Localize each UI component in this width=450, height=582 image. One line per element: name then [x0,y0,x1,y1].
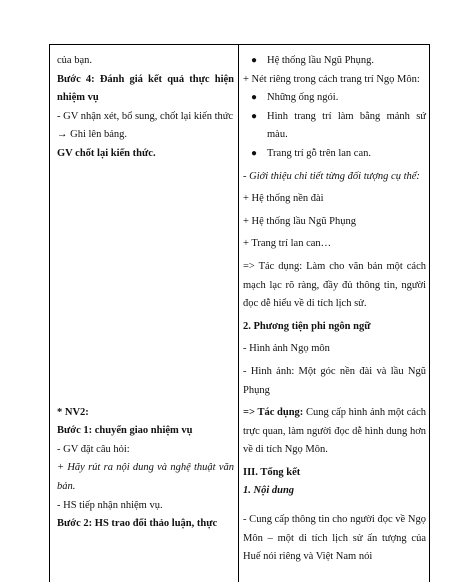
item-line: + Trang trí lan can… [243,238,332,250]
bullet-text: Những ống ngói. [267,92,339,104]
column-divider [238,45,239,582]
item-line: + Hệ thống lầu Ngũ Phụng [243,215,356,227]
bullet-item [243,52,426,71]
item-line: + Hệ thống nền đài [243,193,324,205]
text-line: của bạn. [57,55,92,66]
bullet-text: Hình trang trí làm bằng mảnh sứ màu. [267,110,426,141]
bullet-item [243,108,426,145]
blank-space [57,164,234,404]
features-line: + Nét riêng trong cách trang trí Ngọ Môn: [243,73,420,85]
image-line: - Hình ảnh Ngọ môn [243,343,330,355]
intro-detail: - Giới thiệu chi tiết từng đối tượng cụ thể: [243,170,420,182]
bullet-icon: ● [251,110,258,122]
effect2-paragraph [243,404,426,460]
right-column [243,52,426,567]
nv2-heading: * NV2: [57,406,89,418]
effect2-label: => Tác dụng: [243,407,304,419]
bullet-item [243,89,426,108]
left-column [57,52,234,534]
section3-heading: III. Tổng kết [243,466,301,478]
bullet-icon: ● [251,55,258,66]
bullet-icon: ● [251,147,258,159]
gv-review: - GV nhận xét, bổ sung, chốt lại kiến thức [57,110,234,122]
step2-heading: Bước 2: HS trao đổi thảo luận, thực [57,518,218,530]
question-text: + Hãy rút ra nội dung và nghệ thuật văn bản. [57,462,234,492]
effect-paragraph: => Tác dụng: Làm cho văn bản một cách mạch lạc rõ ràng, đầy đủ thông tin, người đọc dễ hiểu về di tích lịch sử. [243,260,426,310]
lesson-table [49,44,430,582]
content-heading: 1. Nội dung [243,485,295,497]
bullet-text: Trang trí gỗ trên lan can. [267,147,372,159]
bullet-icon: ● [251,92,258,104]
bullet-text: Hệ thống lầu Ngũ Phụng. [267,55,375,66]
content-paragraph: - Cung cấp thông tin cho người đọc về Ngọ Môn – một di tích lịch sử ấn tượng của Huế nói riêng và Việt Nam nói [243,514,426,563]
hs-receive: - HS tiếp nhận nhiệm vụ. [57,499,163,511]
effect2-text: Cung cấp hình ảnh một cách trực quan, làm người đọc dễ hình dung hơn về di tích Ngọ Môn. [243,407,426,456]
step4-heading: Bước 4: Đánh giá kết quả thực hiện nhiệm vụ [57,73,234,104]
gv-ask: - GV đặt câu hỏi: [57,443,130,455]
record-board: → Ghi lên bảng. [57,129,127,141]
section2-heading: 2. Phương tiện phi ngôn ngữ [243,320,371,332]
bullet-item [243,145,426,164]
gv-conclude: GV chốt lại kiến thức. [57,147,156,159]
step1-heading: Bước 1: chuyển giao nhiệm vụ [57,425,193,437]
image-line: - Hình ảnh: Một góc nền đài và lầu Ngũ Phụng [243,365,426,396]
